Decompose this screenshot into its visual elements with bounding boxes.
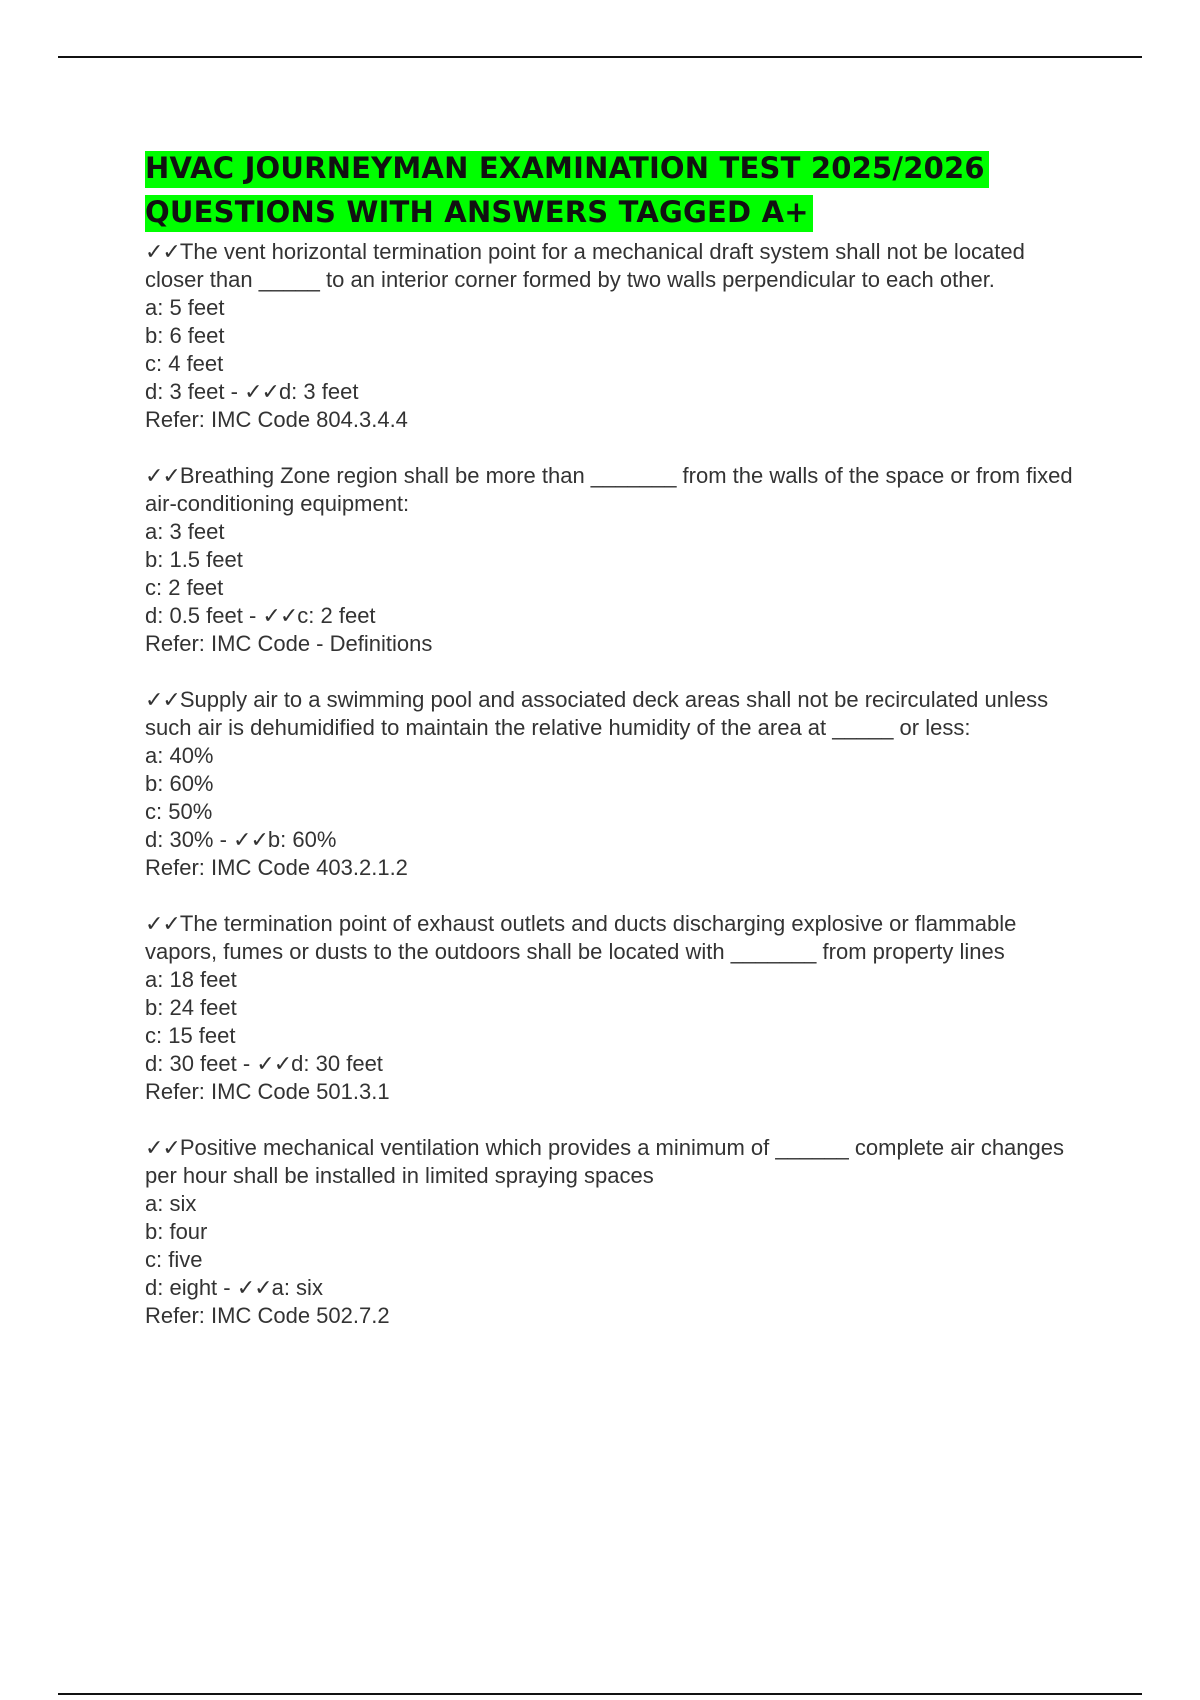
check-icon: ✓✓ (262, 603, 298, 628)
answer-option: c: 4 feet (145, 351, 224, 376)
answer-line (145, 1274, 1085, 1302)
code-reference: Refer: IMC Code 501.3.1 (145, 1079, 390, 1104)
correct-answer: b: 60% (267, 827, 337, 852)
answer-option: d: 3 feet - (145, 379, 245, 404)
question-stem: The vent horizontal termination point for a mechanical draft system shall not be located closer than _____ to an interior corner formed by two walls perpendicular to each other. (145, 239, 1025, 292)
answer-option: c: 15 feet (145, 1023, 236, 1048)
answer-option: d: 0.5 feet - (145, 603, 263, 628)
question-text (145, 910, 1085, 966)
question-block (145, 462, 1085, 658)
question-stem: Positive mechanical ventilation which provides a minimum of ______ complete air changes per hour shall be installed in limited spraying spaces (145, 1135, 1064, 1188)
code-reference: Refer: IMC Code 804.3.4.4 (145, 407, 408, 432)
code-reference: Refer: IMC Code 403.2.1.2 (145, 855, 408, 880)
document-body (145, 146, 1085, 1330)
answer-line (145, 602, 1085, 630)
answer-option: d: eight - (145, 1275, 237, 1300)
question-block (145, 686, 1085, 882)
title-line-1: HVAC JOURNEYMAN EXAMINATION TEST 2025/2026 (145, 151, 987, 188)
check-icon: ✓✓ (145, 1135, 180, 1160)
answer-option: b: 1.5 feet (145, 547, 243, 572)
answer-option: a: six (145, 1191, 197, 1216)
answer-option: c: five (145, 1247, 203, 1272)
check-icon: ✓✓ (256, 1051, 292, 1076)
answer-line (145, 826, 1085, 854)
check-icon: ✓✓ (145, 463, 180, 488)
check-icon: ✓✓ (244, 379, 279, 404)
correct-answer: d: 3 feet (278, 379, 359, 404)
header-rule (58, 56, 1142, 58)
answer-line (145, 378, 1085, 406)
check-icon: ✓✓ (233, 827, 268, 852)
question-text (145, 686, 1085, 742)
answer-option: b: 24 feet (145, 995, 237, 1020)
document-title (145, 146, 1085, 234)
question-block (145, 1134, 1085, 1330)
check-icon: ✓✓ (145, 239, 180, 264)
answer-option: b: 6 feet (145, 323, 225, 348)
question-list (145, 238, 1085, 1330)
title-line-2: QUESTIONS WITH ANSWERS TAGGED A+ (145, 195, 811, 232)
check-icon: ✓✓ (145, 687, 180, 712)
question-text (145, 462, 1085, 518)
code-reference: Refer: IMC Code - Definitions (145, 631, 433, 656)
answer-option: c: 2 feet (145, 575, 224, 600)
answer-option: b: four (145, 1219, 208, 1244)
answer-option: a: 40% (145, 743, 214, 768)
code-reference: Refer: IMC Code 502.7.2 (145, 1303, 390, 1328)
question-block (145, 238, 1085, 434)
correct-answer: d: 30 feet (291, 1051, 383, 1076)
title-highlight (145, 151, 989, 232)
question-stem: The termination point of exhaust outlets and ducts discharging explosive or flammable vapors, fumes or dusts to the outdoors shall be located with _______ from property lines (145, 911, 1017, 964)
check-icon: ✓✓ (145, 911, 180, 936)
answer-option: d: 30% - (145, 827, 234, 852)
question-stem: Supply air to a swimming pool and associated deck areas shall not be recirculated unless such air is dehumidified to maintain the relative humidity of the area at _____ or less: (145, 687, 1049, 740)
answer-option: a: 3 feet (145, 519, 225, 544)
correct-answer: a: six (271, 1275, 323, 1300)
question-block (145, 910, 1085, 1106)
answer-option: a: 5 feet (145, 295, 225, 320)
answer-option: b: 60% (145, 771, 214, 796)
question-text (145, 1134, 1085, 1190)
check-icon: ✓✓ (236, 1275, 272, 1300)
answer-option: d: 30 feet - (145, 1051, 257, 1076)
question-stem: Breathing Zone region shall be more than _______ from the walls of the space or from fixed air-conditioning equipment: (145, 463, 1073, 516)
footer-rule (58, 1693, 1142, 1695)
question-text (145, 238, 1085, 294)
answer-option: c: 50% (145, 799, 213, 824)
answer-option: a: 18 feet (145, 967, 237, 992)
correct-answer: c: 2 feet (297, 603, 376, 628)
answer-line (145, 1050, 1085, 1078)
